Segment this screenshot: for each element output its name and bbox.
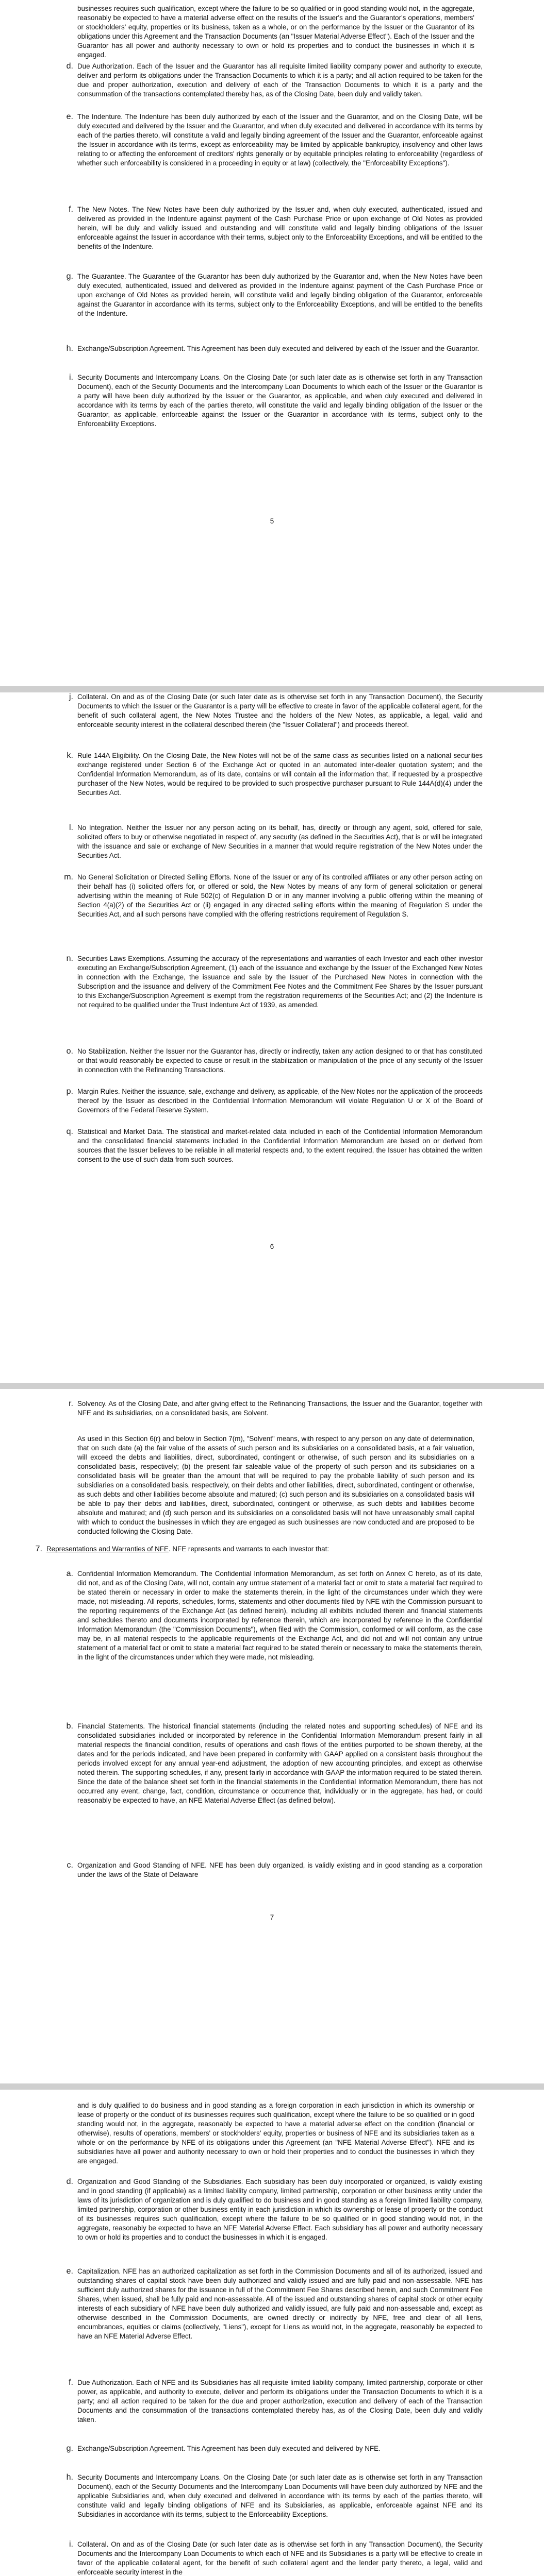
page-number: 7 — [270, 1913, 274, 1921]
page-number: 5 — [270, 517, 274, 525]
page-5-carry-text: businesses requires such qualification, except where the failure to be so qualified or in good standing would not, in the aggregate, reasonably be expected to have a material adverse effect on the results of the Issuer's and the Guarantor's operations, members' or stockholders' equity, properties or its business, taken as a whole, or on the performance by the Issuer or the Guarantor of its obligations under this Agreement and the Transaction Documents (an "Issuer Material Adverse Effect"). Each of the Issuer and the Guarantor has all power and authority necessary to own or hold its properties and to conduct the businesses in which it is engaged. — [77, 5, 474, 59]
page-5: businesses requires such qualification, except where the failure to be so qualified or in good standing would not, in the aggregate, reasonably be expected to have a material adverse effect on the results of the Issuer's and the Guarantor's operations, members' or stockholders' equity, properties or its business, taken as a whole, or on the performance by the Issuer or the Guarantor of its obligations under this Agreement and the Transaction Documents (an "Issuer Material Adverse Effect"). Each of the Issuer and the Guarantor has all power and authority necessary to own or hold its properties and to conduct the businesses in which it is engaged. d. Due Authorization. Each of the Issuer and the Guarantor has all requisite limited liability company power and authority to execute, deliver and perform its obligations under the Transaction Documents to which it is a party; and all action required to be taken for the due and proper authorization, execution and delivery of each of the Transaction Documents to which it is a party and the consummation of the transactions contemplated thereby has, as of the Closing Date, been duly and validly taken. e. The Indenture. The Indenture has been duly authorized by each of the Issuer and the Guarantor, and on the Closing Date, will be duly executed and delivered by the Issuer and the Guarantor, and when duly executed and delivered in accordance with its terms by each of the parties thereto, will constitute a valid and legally binding agreement of the Issuer and the Guarantor, enforceable against the Issuer in accordance with its terms, except as enforceability may be limited by applicable bankruptcy, insolvency and other laws relating to or affecting the enforcement of creditors' rights generally or by equitable principles relating to enforceability (regardless of whether such enforceability is considered in a proceeding in equity or at law) (collectively, the "Enforceability Exceptions"). f. The New Notes. The New Notes have been duly authorized by the Issuer and, when duly executed, authenticated, issued and delivered as provided in the Indenture against payment of the Cash Purchase Price or upon exchange of Old Notes as provided herein, will be duly and validly issued and outstanding and will constitute valid and legally binding obligations of the Issuer enforceable against the Issuer in accordance with their terms, subject only to the Enforceability Exceptions, and will be entitled to the benefits of the Indenture. g. The Guarantee. The Guarantee of the Guarantor has been duly authorized by the Guarantor and, when the New Notes have been duly executed, authenticated, issued and delivered as provided in the Indenture against payment of the Cash Purchase Price or upon exchange of Old Notes as provided herein, will constitute valid and legally binding obligation of the Guarantor, enforceable against the Guarantor in accordance with its terms, subject only to the Enforceability Exceptions, and will be entitled to the benefits of the Indenture. h. Exchange/Subscription Agreement. This Agreement has been duly executed and delivered by each of the Issuer and the Guarantor. i. Security Documents and Intercompany Loans. On the Closing Date (or such later date as is otherwise set forth in any Transaction Document), each of the Security Documents and the Intercompany Loan Documents to which each of the Issuer or the Guarantor is a party will have been duly authorized by the Issuer or the Guarantor, as applicable, and when duly executed and delivered in accordance with its terms by each of the parties thereto, will constitute the valid and legally binding obligation of the Issuer or the Guarantor, as applicable, enforceable against the Issuer or the Guarantor in accordance with its terms, subject only to the Enforceability Exceptions. 5 — [0, 0, 544, 686]
page-separator — [0, 686, 544, 692]
page-7: r. Solvency. As of the Closing Date, and after giving effect to the Refinancing Transactions, the Issuer and the Guarantor, together with NFE and its subsidiaries, on a consolidated basis, are Solvent. As used in this Section 6(r) and below in Section 7(m), "Solvent" means, with respect to any person on any date of determination, that on such date (a) the fair value of the assets of such person and its subsidiaries on a consolidated basis, at a fair valuation, will exceed the debts and liabilities, direct, subordinated, contingent or otherwise, of such person and its subsidiaries on a consolidated basis, respectively; (b) the present fair saleable value of the property of such person and its subsidiaries on a consolidated basis will be greater than the amount that will be required to pay the probable liability of such person and its subsidiaries on a consolidated basis, respectively, on their debts and other liabilities, direct, subordinated, contingent or otherwise, as such debts and other liabilities become absolute and matured; (c) such person and its subsidiaries on a consolidated basis will be able to pay their debts and liabilities, direct, subordinated, contingent or otherwise, as such debts and liabilities become absolute and matured; and (d) such person and its subsidiaries on a consolidated basis will not have unreasonably small capital with which to conduct the businesses in which they are engaged as such businesses are now conducted and are proposed to be conducted following the Closing Date. 7. Representations and Warranties of NFE. NFE represents and warrants to each Investor that: a. Confidential Information Memorandum. The Confidential Information Memorandum, as set forth on Annex C hereto, as of its date, did not, and as of the Closing Date, will not, contain any untrue statement of a material fact or omit to state a material fact required to be stated therein or necessary in order to make the statements therein, in the light of the circumstances under which they were made, not misleading. All reports, schedules, forms, statements and other documents filed by NFE with the Commission pursuant to the reporting requirements of the Exchange Act (as defined herein), including all exhibits included therein and financial statements and schedules thereto and documents incorporated by reference therein, which are incorporated by reference in the Confidential Information Memorandum (the "Commission Documents"), when filed with the Commission, conformed or will conform, as the case may be, in all material respects to the applicable requirements of the Exchange Act, and did not and will not contain any untrue statement of a material fact or omit to state a material fact required to be stated therein or necessary to make the statements therein, in the light of the circumstances under which they were made, not misleading. b. Financial Statements. The historical financial statements (including the related notes and supporting schedules) of NFE and its consolidated subsidiaries included or incorporated by reference in the Confidential Information Memorandum present fairly in all material respects the financial condition, results of operations and cash flows of the entities purported to be shown thereby, at the dates and for the periods indicated, and have been prepared in conformity with GAAP applied on a consistent basis throughout the periods involved except for any annual year-end adjustment, the adoption of new accounting principles, and except as otherwise noted therein. The supporting schedules, if any, present fairly in accordance with GAAP the information required to be stated therein. Since the date of the balance sheet set forth in the financial statements in the Confidential Information Memorandum, there has not occurred any event, change, fact, condition, circumstance or occurrence that, individually or in the aggregate, has had, or could reasonably be expected to have, an NFE Material Adverse Effect (as defined below). c. Organization and Good Standing of NFE. NFE has been duly organized, is validly existing and in good standing as a corporation under the laws of the State of Delaware 7 — [0, 1389, 544, 2083]
page-8-carry-text: and is duly qualified to do business and in good standing as a foreign corporation in each jurisdiction in which its ownership or lease of property or the conduct of its businesses requires such qualification, except where the failure to be so qualified or in good standing would not, in the aggregate, reasonably be expected to have a material adverse effect on the condition (financial or otherwise), results of operations, members' or stockholders' equity, properties or business of NFE and its subsidiaries taken as a whole or on the performance by NFE of its obligations under this Agreement (an "NFE Material Adverse Effect"). NFE and its subsidiaries have all power and authority necessary to own or hold their properties and to conduct the businesses in which they are engaged. — [77, 2102, 474, 2165]
section-intro: . NFE represents and warrants to each Investor that: — [168, 1545, 329, 1553]
section-title: Representations and Warranties of NFE — [46, 1545, 169, 1553]
page-separator — [0, 1383, 544, 1389]
page-8: and is duly qualified to do business and in good standing as a foreign corporation in each jurisdiction in which its ownership or lease of property or the conduct of its businesses requires such qualification, except where the failure to be so qualified or in good standing would not, in the aggregate, reasonably be expected to have a material adverse effect on the condition (financial or otherwise), results of operations, members' or stockholders' equity, properties or business of NFE and its subsidiaries taken as a whole or on the performance by NFE of its obligations under this Agreement (an "NFE Material Adverse Effect"). NFE and its subsidiaries have all power and authority necessary to own or hold their properties and to conduct the businesses in which they are engaged. d. Organization and Good Standing of the Subsidiaries. Each subsidiary has been duly incorporated or organized, is validly existing and in good standing (if applicable) as a limited liability company, limited partnership, corporation or other business entity under the laws of its jurisdiction of organization and is duly qualified to do business and in good standing as a foreign limited liability company, limited partnership, corporation or other business entity in each jurisdiction in which its ownership or lease of property or the conduct of its businesses requires such qualification, except where the failure to be so qualified or in good standing would not, in the aggregate, reasonably be expected to have an NFE Material Adverse Effect. Each subsidiary has all power and authority necessary to own or hold its properties and to conduct the businesses in which it is engaged. e. Capitalization. NFE has an authorized capitalization as set forth in the Commission Documents and all of its authorized, issued and outstanding shares of capital stock have been duly authorized and validly issued and are fully paid and non-assessable. NFE has sufficient duly authorized shares for the issuance in full of the Commitment Fee Shares described herein, and such Commitment Fee Shares, when issued, shall be fully paid and non-assessable. All of the issued and outstanding shares of capital stock or other equity interests of each subsidiary of NFE have been duly authorized and validly issued, are fully paid and non-assessable and, except as otherwise described in the Commission Documents, are owned directly or indirectly by NFE, free and clear of all liens, encumbrances, equities or claims (collectively, "Liens"), except for Liens as would not, in the aggregate, reasonably be expected to have an NFE Material Adverse Effect. f. Due Authorization. Each of NFE and its Subsidiaries has all requisite limited liability company, limited partnership, corporate or other power, as applicable, and authority to execute, deliver and perform its obligations under the Transaction Documents to which it is a party; and all action required to be taken for the due and proper authorization, execution and delivery of each of the Transaction Documents and the consummation of the transactions contemplated thereby has, as of the Closing Date, been duly and validly taken. g. Exchange/Subscription Agreement. This Agreement has been duly executed and delivered by NFE. h. Security Documents and Intercompany Loans. On the Closing Date (or such later date as is otherwise set forth in any Transaction Document), each of the Security Documents and the Intercompany Loan Documents will have been duly authorized by NFE and the applicable Subsidiaries and, when duly executed and delivered in accordance with its terms by each of the parties thereto, will constitute valid and legally binding obligations of NFE and its Subsidiaries, as applicable, enforceable against NFE and its Subsidiaries in accordance with its terms, subject to the Enforceability Exceptions. i. Collateral. On and as of the Closing Date (or such later date as is otherwise set forth in any Transaction Document), the Security Documents and the Intercompany Loan Documents to which each of NFE and its Subsidiaries is a party will be effective to create in favor of the applicable collateral agent, for the benefit of such collateral agent and the lender party thereto, a legal, valid and enforceable security interest in the — [66, 2102, 483, 2576]
page-6: j. Collateral. On and as of the Closing Date (or such later date as is otherwise set forth in any Transaction Document), the Security Documents to which the Issuer or the Guarantor is a party will be effective to create in favor of the applicable collateral agent, for the benefit of such collateral agent, the New Notes Trustee and the holders of the New Notes, as applicable, a legal, valid and enforceable security interest in the collateral described therein (the "Issuer Collateral") and proceeds thereof. k. Rule 144A Eligibility. On the Closing Date, the New Notes will not be of the same class as securities listed on a national securities exchange registered under Section 6 of the Exchange Act or quoted in an automated inter-dealer quotation system; and the Confidential Information Memorandum, as of its date, contains or will contain all the information that, if requested by a prospective purchaser of the New Notes, would be required to be provided to such prospective purchaser pursuant to Rule 144A(d)(4) under the Securities Act. l. No Integration. Neither the Issuer nor any person acting on its behalf, has, directly or through any agent, sold, offered for sale, solicited offers to buy or otherwise negotiated in respect of, any security (as defined in the Securities Act), that is or will be integrated with the issuance and sale or exchange of New Securities in a manner that would require registration of the New Notes under the Securities Act. m. No General Solicitation or Directed Selling Efforts. None of the Issuer or any of its controlled affiliates or any other person acting on their behalf has (i) solicited offers for, or offered or sold, the New Notes by means of any form of general solicitation or general advertising within the meaning of Rule 502(c) of Regulation D or in any manner involving a public offering within the meaning of Section 4(a)(2) of the Securities Act or (ii) engaged in any directed selling efforts within the meaning of Regulation S under the Securities Act, and all such persons have complied with the offering restrictions requirement of Regulation S. n. Securities Laws Exemptions. Assuming the accuracy of the representations and warranties of each Investor and each other investor executing an Exchange/Subscription Agreement, (1) each of the issuance and exchange by the Issuer of the Exchanged New Notes in connection with the Exchange, the issuance and sale by the Issuer of the Purchased New Notes in connection with the Subscription and the issuance and delivery of the Commitment Fee Notes and the Commitment Fee Shares by the Issuer pursuant to this Exchange/Subscription Agreement is exempt from the registration requirements of the Securities Act; and (2) the Indenture is not required to be qualified under the Trust Indenture Act of 1939, as amended. o. No Stabilization. Neither the Issuer nor the Guarantor has, directly or indirectly, taken any action designed to or that has constituted or that would reasonably be expected to cause or result in the stabilization or manipulation of the price of any security of the Issuer in connection with the Refinancing Transactions. p. Margin Rules. Neither the issuance, sale, exchange and delivery, as applicable, of the New Notes nor the application of the proceeds thereof by the Issuer as described in the Confidential Information Memorandum will violate Regulation U or X of the Board of Governors of the Federal Reserve System. q. Statistical and Market Data. The statistical and market-related data included in each of the Confidential Information Memorandum and the consolidated financial statements included in the Confidential Information Memorandum are based on or derived from sources that the Issuer believes to be reliable in all material respects and, to the extent required, the Issuer has obtained the written consent to the use of such data from such sources. 6 — [0, 692, 544, 1383]
page-number: 6 — [270, 1243, 274, 1250]
page-separator — [0, 2083, 544, 2090]
solvency-definition: As used in this Section 6(r) and below in Section 7(m), "Solvent" means, with respect to any person on any date of determination, that on such date (a) the fair value of the assets of such person and its subsidiaries on a consolidated basis, at a fair valuation, will exceed the debts and liabilities, direct, subordinated, contingent or otherwise, of such person and its subsidiaries on a consolidated basis, respectively; (b) the present fair saleable value of the property of such person and its subsidiaries on a consolidated basis will be greater than the amount that will be required to pay the probable liability of such person and its subsidiaries on a consolidated basis, respectively, on their debts and other liabilities, direct, subordinated, contingent or otherwise, as such debts and other liabilities become absolute and matured; (c) such person and its subsidiaries on a consolidated basis will be able to pay their debts and liabilities, direct, subordinated, contingent or otherwise, as such debts and liabilities become absolute and matured; and (d) such person and its subsidiaries on a consolidated basis will not have unreasonably small capital with which to conduct the businesses in which they are engaged as such businesses are now conducted and are proposed to be conducted following the Closing Date. — [77, 1435, 474, 1535]
